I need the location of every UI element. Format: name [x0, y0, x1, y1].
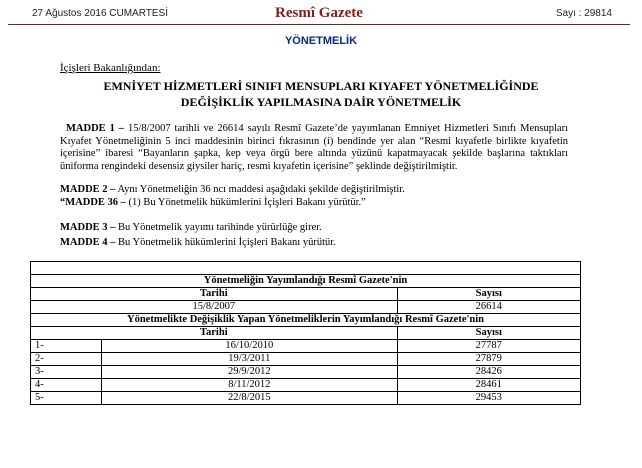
article-1 — [60, 123, 568, 173]
header-date: 27 Ağustos 2016 CUMARTESİ — [32, 8, 168, 19]
article-2 — [60, 184, 568, 209]
regulation-title — [20, 78, 622, 110]
article-4 — [60, 237, 568, 250]
table-row — [31, 392, 581, 405]
table-row — [31, 353, 581, 366]
table-row — [31, 340, 581, 353]
publication-history-table — [30, 261, 581, 405]
table-row — [31, 366, 581, 379]
row-number: 29453 — [397, 392, 580, 405]
row-index: 2- — [31, 353, 102, 366]
row-date: 29/9/2012 — [102, 366, 398, 379]
original-date: 15/8/2007 — [31, 301, 398, 314]
row-number: 28426 — [397, 366, 580, 379]
row-date: 16/10/2010 — [102, 340, 398, 353]
article-4-text: Bu Yönetmelik hükümlerini İçişleri Bakanı yürütür. — [115, 237, 336, 248]
original-number: 26614 — [397, 301, 580, 314]
table-row — [31, 301, 581, 314]
article-3 — [60, 222, 568, 235]
article-36-quote-text: (1) Bu Yönetmelik hükümlerini İçişleri Bakanı yürütür.” — [125, 196, 366, 208]
row-number: 27787 — [397, 340, 580, 353]
row-index: 3- — [31, 366, 102, 379]
row-index: 4- — [31, 379, 102, 392]
ministry-label: İçişleri Bakanlığından: — [60, 62, 161, 74]
regulation-title-line-2: DEĞİŞİKLİK YAPILMASINA DAİR YÖNETMELİK — [180, 95, 462, 109]
section-heading: YÖNETMELİK — [284, 35, 358, 47]
column-date-header: Tarihi — [31, 288, 398, 301]
column-number-header: Sayısı — [397, 327, 580, 340]
article-4-label: MADDE 4 – — [60, 237, 116, 248]
row-date: 8/11/2012 — [102, 379, 398, 392]
article-3-label: MADDE 3 – — [60, 222, 116, 233]
header-issue-number: Sayı : 29814 — [555, 8, 612, 19]
row-date: 19/3/2011 — [102, 353, 398, 366]
table-heading-amendments: Yönetmelikte Değişiklik Yapan Yönetmeliklerin Yayımlandığı Resmî Gazete'nin — [31, 314, 581, 327]
article-2-text: Aynı Yönetmeliğin 36 ncı maddesi aşağıdaki şekilde değiştirilmiştir. — [115, 184, 405, 195]
table-column-header-row — [31, 288, 581, 301]
article-36-quote-label: “MADDE 36 – — [60, 196, 126, 208]
gazette-header — [8, 4, 630, 25]
row-number: 28461 — [397, 379, 580, 392]
article-1-label: MADDE 1 – — [66, 123, 125, 134]
article-2-label: MADDE 2 – — [60, 184, 116, 195]
table-row — [31, 379, 581, 392]
article-1-text: 15/8/2007 tarihli ve 26614 sayılı Resmî Gazete’de yayımlanan Emniyet Hizmetleri Sınıfı Mensupları Kıyafet Yönetmeliğinin 5 inci maddesinin birinci fıkrasının (i) bendinde yer alan “Resmi kıyafetle birlikte kıyafetin içerisine” ibaresi “Bayanların şapka, kep veya örgü bere altında yüzünü kapatmayacak şekilde başlarına taktıkları üniforma rengindeki desensiz giysiler hariç, resmi kıyafetin içerisine” şeklinde değiştirilmiştir. — [60, 123, 568, 172]
column-date-header: Tarihi — [31, 327, 398, 340]
regulation-title-line-1: EMNİYET HİZMETLERİ SINIFI MENSUPLARI KIYAFET YÖNETMELİĞİNDE — [103, 79, 539, 93]
row-index: 5- — [31, 392, 102, 405]
row-number: 27879 — [397, 353, 580, 366]
table-column-header-row — [31, 327, 581, 340]
row-date: 22/8/2015 — [102, 392, 398, 405]
article-3-text: Bu Yönetmelik yayımı tarihinde yürürlüğe girer. — [115, 222, 322, 233]
table-spacer-row — [31, 262, 581, 275]
gazette-title: Resmî Gazete — [275, 5, 363, 21]
column-number-header: Sayısı — [397, 288, 580, 301]
row-index: 1- — [31, 340, 102, 353]
table-heading-original: Yönetmeliğin Yayımlandığı Resmî Gazete'nin — [31, 275, 581, 288]
table-header-row — [31, 314, 581, 327]
table-header-row — [31, 275, 581, 288]
